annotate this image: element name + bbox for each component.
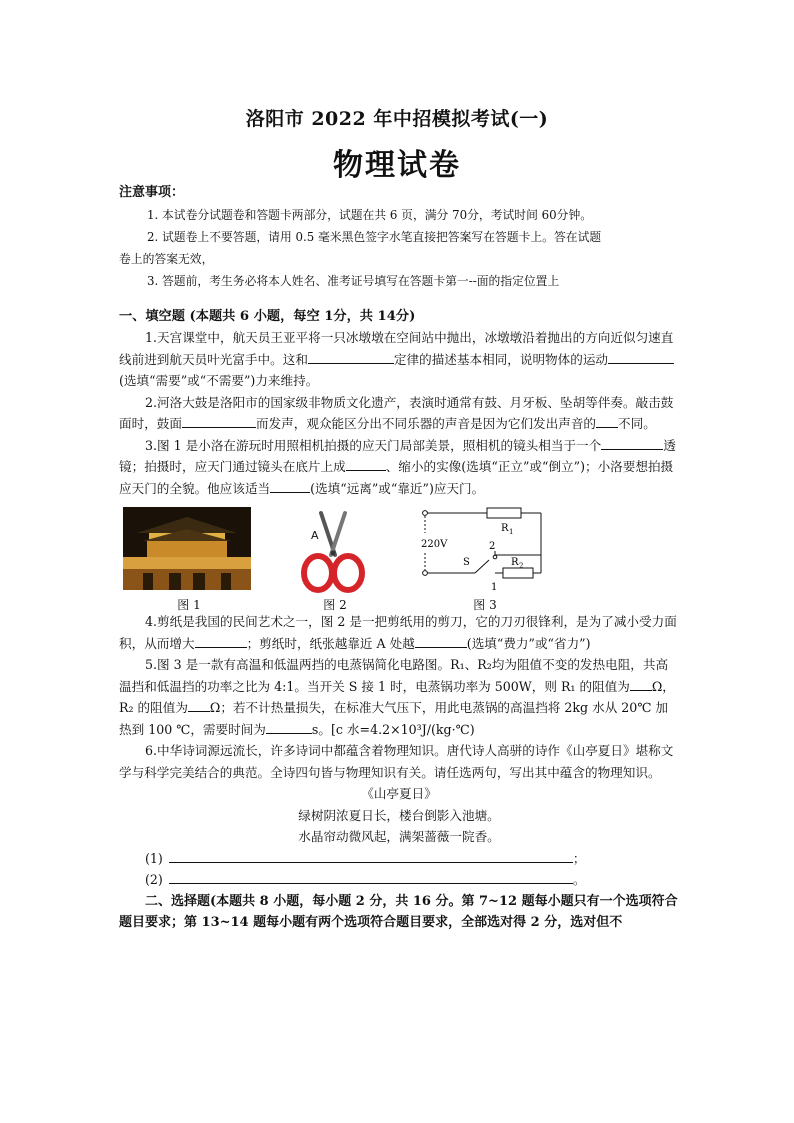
note-1: 1. 本试卷分试题卷和答题卡两部分，试题在共 6 页，满分 70分，考试时间 60分钟。	[147, 207, 593, 222]
answer-input-2[interactable]	[169, 869, 573, 884]
figure-3-caption: 图 3	[473, 598, 497, 612]
poem-line-2: 水晶帘动微风起，满架蔷薇一院香。	[298, 829, 500, 844]
answer-blank[interactable]	[195, 633, 247, 648]
question-3: 3.图 1 是小洛在游玩时用照相机拍摄的应天门局部美景，照相机的镜头相当于一个 透镜；拍摄时，应天门通过镜头在底片上成 、缩小的实像(选填“正立”或“倒立”)；小洛要想拍摄应天门的全貌。他应该适当 (选填“远离”或“靠近”)应天门。	[119, 435, 679, 500]
exam-body	[119, 182, 679, 934]
answer-line-1: (1) ；	[119, 848, 679, 870]
question-2: 2.河洛大鼓是洛阳市的国家级非物质文化遗产，表演时通常有鼓、月牙板、坠胡等伴奏。敲击鼓面时，鼓面 而发声，观众能区分出不同乐器的声音是因为它们发出声音的 不同。	[119, 394, 674, 431]
question-6: 6.中华诗词源远流长，许多诗词中都蕴含着物理知识。唐代诗人高骈的诗作《山亭夏日》堪称文学与科学完美结合的典范。全诗四句皆与物理知识有关。请任选两句，写出其中蕴含的物理知识。	[119, 743, 674, 780]
answer-blank[interactable]	[308, 349, 394, 364]
section1-heading: 一、填空题 (本题共 6 小题，每空 1分，共 14分)	[119, 308, 416, 324]
notes-heading: 注意事项：	[119, 185, 185, 200]
svg-text:R: R	[511, 557, 519, 568]
answer-blank[interactable]	[630, 676, 652, 691]
poem-title: 《山亭夏日》	[361, 786, 437, 801]
answer-blank[interactable]	[346, 456, 386, 471]
answer-blank[interactable]	[601, 435, 663, 450]
scissors-point-label: A	[311, 529, 319, 542]
svg-text:2: 2	[489, 541, 496, 552]
svg-text:220V: 220V	[421, 539, 448, 550]
svg-text:1: 1	[509, 528, 514, 536]
svg-text:2: 2	[519, 562, 524, 570]
answer-blank[interactable]	[266, 719, 312, 734]
section2-heading: 二、选择题(本题共 8 小题，每小题 2 分，共 16 分。第 7~12 题每小题只有一个选项符合题目要求；第 13~14 题每小题有两个选项符合题目要求，全部选对得 2 分，选对但不	[119, 893, 678, 930]
answer-blank[interactable]	[270, 478, 310, 493]
answer-blank[interactable]	[608, 349, 674, 364]
figure-3-circuit	[419, 507, 551, 593]
exam-subject: 物理试卷	[333, 148, 461, 183]
answer-input-1[interactable]	[169, 848, 573, 863]
svg-text:S: S	[463, 557, 470, 568]
note-2: 2. 试题卷上不要答题，请用 0.5 毫米黑色签字水笔直接把答案写在答题卡上。答在试题	[147, 229, 602, 244]
figures-row	[119, 507, 679, 611]
svg-text:1: 1	[491, 582, 498, 593]
figure-2-scissors	[291, 509, 373, 593]
question-1: 1.天宫课堂中，航天员王亚平将一只冰墩墩在空间站中抛出，冰墩墩沿着抛出的方向近似匀速直线前进到航天员叶光富手中。这和 定律的描述基本相同，说明物体的运动(选填“需要”或“不需要”)力来维持。	[119, 330, 674, 388]
answer-blank[interactable]	[415, 633, 467, 648]
exam-title: 洛阳市 2022 年中招模拟考试(一)	[245, 108, 549, 130]
answer-blank[interactable]	[182, 413, 256, 428]
svg-text:R: R	[501, 523, 509, 534]
question-5: 5.图 3 是一款有高温和低温两挡的电蒸锅简化电路图。R₁、R₂均为阻值不变的发热电阻，共高温挡和低温挡的功率之比为 4:1。当开关 S 接 1 时，电蒸锅功率为 500W，则 R₁ 的阻值为 Ω，R₂ 的阻值为 Ω；若不计热量损失，在标准大气压下，用此电蒸锅的高温挡将 2kg 水从 20℃ 加热到 100 ℃，需要时间为 s。[c 水=4.2×10³J/(kg·℃)	[119, 657, 675, 737]
note-2-cont: 卷上的答案无效，	[119, 251, 214, 266]
poem-line-1: 绿树阴浓夏日长，楼台倒影入池塘。	[298, 807, 500, 823]
figure-2-caption: 图 2	[323, 598, 347, 612]
figure-1-photo	[123, 507, 251, 590]
figure-1-caption: 图 1	[177, 598, 201, 612]
note-3: 3. 答题前，考生务必将本人姓名、准考证号填写在答题卡第一--面的指定位置上	[147, 273, 560, 288]
answer-blank[interactable]	[188, 697, 210, 712]
answer-blank[interactable]	[596, 413, 618, 428]
question-4: 4.剪纸是我国的民间艺术之一，图 2 是一把剪纸用的剪刀，它的刀刃很锋利，是为了减小受力面积，从而增大 ；剪纸时，纸张越靠近 A 处越 (选填“费力”或“省力”)	[119, 614, 677, 651]
answer-line-2: (2) 。	[119, 869, 679, 891]
